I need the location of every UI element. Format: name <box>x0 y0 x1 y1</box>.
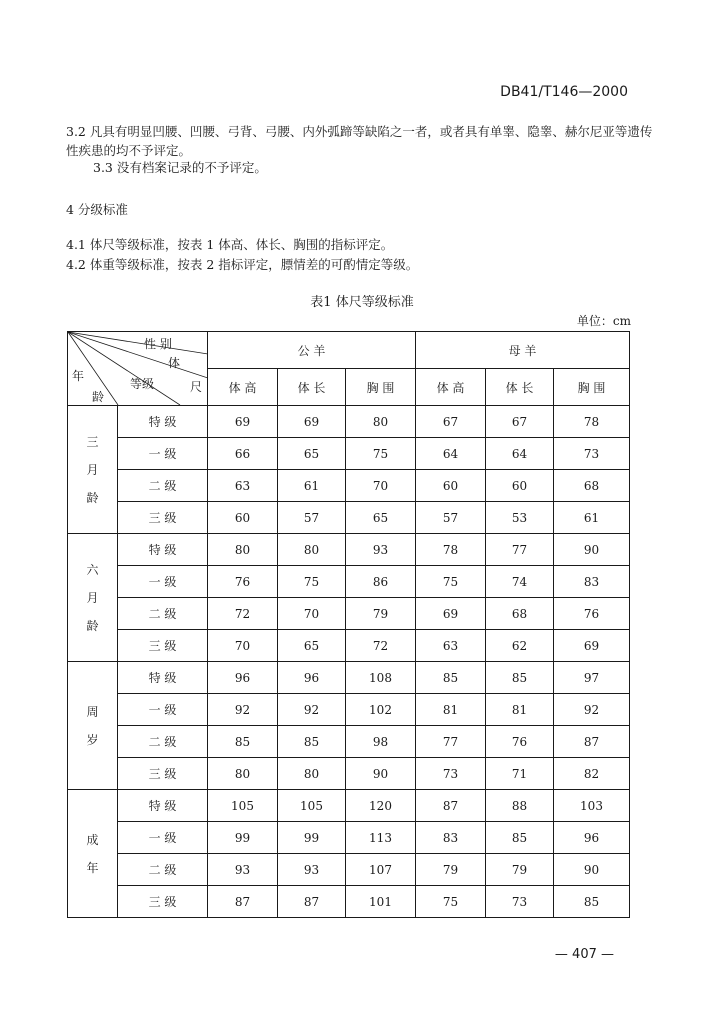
column-header: 胸 围 <box>346 369 416 406</box>
value-cell: 96 <box>278 662 346 694</box>
value-cell: 85 <box>278 726 346 758</box>
grade-cell: 三 级 <box>118 886 208 918</box>
value-cell: 80 <box>208 534 278 566</box>
paragraph-3-2-line2: 性疾患的均不予评定。 <box>66 143 192 158</box>
grade-cell: 特 级 <box>118 534 208 566</box>
value-cell: 61 <box>278 470 346 502</box>
table-row <box>68 470 630 502</box>
value-cell: 73 <box>416 758 486 790</box>
table-row <box>68 438 630 470</box>
value-cell: 99 <box>208 822 278 854</box>
column-header: 胸 围 <box>554 369 630 406</box>
value-cell: 63 <box>416 630 486 662</box>
value-cell: 83 <box>416 822 486 854</box>
value-cell: 67 <box>486 406 554 438</box>
value-cell: 60 <box>208 502 278 534</box>
table-row <box>68 886 630 918</box>
value-cell: 65 <box>346 502 416 534</box>
value-cell: 76 <box>554 598 630 630</box>
value-cell: 68 <box>486 598 554 630</box>
age-group-cell <box>68 406 118 534</box>
value-cell: 65 <box>278 630 346 662</box>
value-cell: 92 <box>554 694 630 726</box>
value-cell: 90 <box>346 758 416 790</box>
value-cell: 60 <box>486 470 554 502</box>
value-cell: 120 <box>346 790 416 822</box>
value-cell: 102 <box>346 694 416 726</box>
table-row <box>68 694 630 726</box>
table-row <box>68 598 630 630</box>
value-cell: 80 <box>278 758 346 790</box>
table-body <box>68 406 630 918</box>
body-size-grade-table <box>67 331 630 918</box>
value-cell: 93 <box>346 534 416 566</box>
value-cell: 85 <box>208 726 278 758</box>
value-cell: 93 <box>278 854 346 886</box>
grade-cell: 三 级 <box>118 758 208 790</box>
value-cell: 92 <box>208 694 278 726</box>
value-cell: 63 <box>208 470 278 502</box>
value-cell: 98 <box>346 726 416 758</box>
grade-cell: 三 级 <box>118 502 208 534</box>
column-header: 体 长 <box>486 369 554 406</box>
age-group-char: 月 <box>86 462 99 477</box>
value-cell: 61 <box>554 502 630 534</box>
corner-label-body: 体 <box>168 356 181 370</box>
table-row <box>68 758 630 790</box>
value-cell: 57 <box>416 502 486 534</box>
grade-cell: 二 级 <box>118 726 208 758</box>
table-caption: 表1 体尺等级标准 <box>310 295 414 310</box>
value-cell: 80 <box>346 406 416 438</box>
value-cell: 99 <box>278 822 346 854</box>
value-cell: 70 <box>208 630 278 662</box>
table-row <box>68 822 630 854</box>
value-cell: 87 <box>554 726 630 758</box>
table-row <box>68 534 630 566</box>
value-cell: 57 <box>278 502 346 534</box>
grade-cell: 一 级 <box>118 566 208 598</box>
grade-cell: 特 级 <box>118 662 208 694</box>
value-cell: 72 <box>208 598 278 630</box>
value-cell: 107 <box>346 854 416 886</box>
value-cell: 103 <box>554 790 630 822</box>
value-cell: 105 <box>278 790 346 822</box>
table-row <box>68 502 630 534</box>
value-cell: 80 <box>208 758 278 790</box>
grade-cell: 二 级 <box>118 854 208 886</box>
value-cell: 97 <box>554 662 630 694</box>
value-cell: 70 <box>346 470 416 502</box>
value-cell: 75 <box>278 566 346 598</box>
grade-cell: 二 级 <box>118 598 208 630</box>
value-cell: 68 <box>554 470 630 502</box>
group-header-ewe: 母 羊 <box>416 332 630 369</box>
age-group-char: 六 <box>86 562 99 577</box>
age-group-cell <box>68 534 118 662</box>
paragraph-3-2-line1: 3.2 凡具有明显凹腰、凹腰、弓背、弓腰、内外弧蹄等缺陷之一者，或者具有单睾、隐睾、赫尔尼亚等遗传 <box>66 124 653 139</box>
section-4-heading: 4 分级标准 <box>66 202 128 217</box>
table-header-row-1 <box>68 332 630 369</box>
value-cell: 75 <box>346 438 416 470</box>
value-cell: 72 <box>346 630 416 662</box>
value-cell: 101 <box>346 886 416 918</box>
age-group-char: 月 <box>86 590 99 605</box>
paragraph-4-1: 4.1 体尺等级标准，按表 1 体高、体长、胸围的指标评定。 <box>66 237 394 252</box>
value-cell: 64 <box>416 438 486 470</box>
corner-label-size: 尺 <box>190 380 203 394</box>
age-group-char: 成 <box>86 832 99 847</box>
value-cell: 75 <box>416 566 486 598</box>
value-cell: 85 <box>486 822 554 854</box>
value-cell: 85 <box>416 662 486 694</box>
paragraph-3-3: 3.3 没有档案记录的不予评定。 <box>93 160 267 175</box>
value-cell: 73 <box>554 438 630 470</box>
corner-label-grade: 等级 <box>130 377 155 391</box>
value-cell: 62 <box>486 630 554 662</box>
table-row <box>68 566 630 598</box>
value-cell: 93 <box>208 854 278 886</box>
value-cell: 74 <box>486 566 554 598</box>
table-row <box>68 854 630 886</box>
value-cell: 77 <box>486 534 554 566</box>
age-group-cell <box>68 662 118 790</box>
value-cell: 96 <box>208 662 278 694</box>
value-cell: 53 <box>486 502 554 534</box>
value-cell: 79 <box>346 598 416 630</box>
value-cell: 79 <box>486 854 554 886</box>
value-cell: 90 <box>554 534 630 566</box>
value-cell: 65 <box>278 438 346 470</box>
value-cell: 78 <box>416 534 486 566</box>
grade-cell: 一 级 <box>118 822 208 854</box>
value-cell: 87 <box>208 886 278 918</box>
value-cell: 75 <box>416 886 486 918</box>
value-cell: 79 <box>416 854 486 886</box>
column-header: 体 高 <box>208 369 278 406</box>
value-cell: 85 <box>486 662 554 694</box>
value-cell: 73 <box>486 886 554 918</box>
value-cell: 69 <box>554 630 630 662</box>
table-row <box>68 790 630 822</box>
value-cell: 71 <box>486 758 554 790</box>
value-cell: 66 <box>208 438 278 470</box>
value-cell: 88 <box>486 790 554 822</box>
value-cell: 67 <box>416 406 486 438</box>
value-cell: 76 <box>208 566 278 598</box>
value-cell: 105 <box>208 790 278 822</box>
value-cell: 113 <box>346 822 416 854</box>
value-cell: 69 <box>278 406 346 438</box>
corner-label-age2: 龄 <box>92 390 105 404</box>
corner-diagonal-lines <box>68 332 208 405</box>
value-cell: 85 <box>554 886 630 918</box>
table-row <box>68 726 630 758</box>
document-code: DB41/T146—2000 <box>500 84 628 100</box>
value-cell: 76 <box>486 726 554 758</box>
value-cell: 82 <box>554 758 630 790</box>
corner-label-sex: 性 别 <box>144 337 172 351</box>
table-unit: 单位：cm <box>576 314 631 328</box>
page-number: — 407 — <box>554 947 614 962</box>
age-group-char: 年 <box>86 860 99 875</box>
value-cell: 96 <box>554 822 630 854</box>
value-cell: 83 <box>554 566 630 598</box>
age-group-char: 三 <box>86 434 99 449</box>
value-cell: 81 <box>416 694 486 726</box>
grade-cell: 特 级 <box>118 790 208 822</box>
value-cell: 90 <box>554 854 630 886</box>
table-row <box>68 630 630 662</box>
age-group-cell <box>68 790 118 918</box>
group-header-ram: 公 羊 <box>208 332 416 369</box>
grade-cell: 二 级 <box>118 470 208 502</box>
grade-cell: 一 级 <box>118 694 208 726</box>
value-cell: 108 <box>346 662 416 694</box>
age-group-char: 龄 <box>86 490 99 505</box>
value-cell: 60 <box>416 470 486 502</box>
value-cell: 87 <box>416 790 486 822</box>
value-cell: 87 <box>278 886 346 918</box>
table-row <box>68 662 630 694</box>
value-cell: 78 <box>554 406 630 438</box>
value-cell: 69 <box>208 406 278 438</box>
corner-label-age: 年 <box>72 369 85 383</box>
age-group-char: 岁 <box>86 732 99 747</box>
value-cell: 80 <box>278 534 346 566</box>
grade-cell: 一 级 <box>118 438 208 470</box>
value-cell: 69 <box>416 598 486 630</box>
value-cell: 92 <box>278 694 346 726</box>
value-cell: 86 <box>346 566 416 598</box>
age-group-char: 龄 <box>86 618 99 633</box>
value-cell: 81 <box>486 694 554 726</box>
column-header: 体 长 <box>278 369 346 406</box>
age-group-char: 周 <box>86 704 99 719</box>
table-row <box>68 406 630 438</box>
grade-cell: 特 级 <box>118 406 208 438</box>
value-cell: 64 <box>486 438 554 470</box>
table-corner-cell <box>68 332 208 406</box>
column-header: 体 高 <box>416 369 486 406</box>
value-cell: 77 <box>416 726 486 758</box>
grade-cell: 三 级 <box>118 630 208 662</box>
paragraph-4-2: 4.2 体重等级标准，按表 2 指标评定，膘情差的可酌情定等级。 <box>66 257 419 272</box>
value-cell: 70 <box>278 598 346 630</box>
